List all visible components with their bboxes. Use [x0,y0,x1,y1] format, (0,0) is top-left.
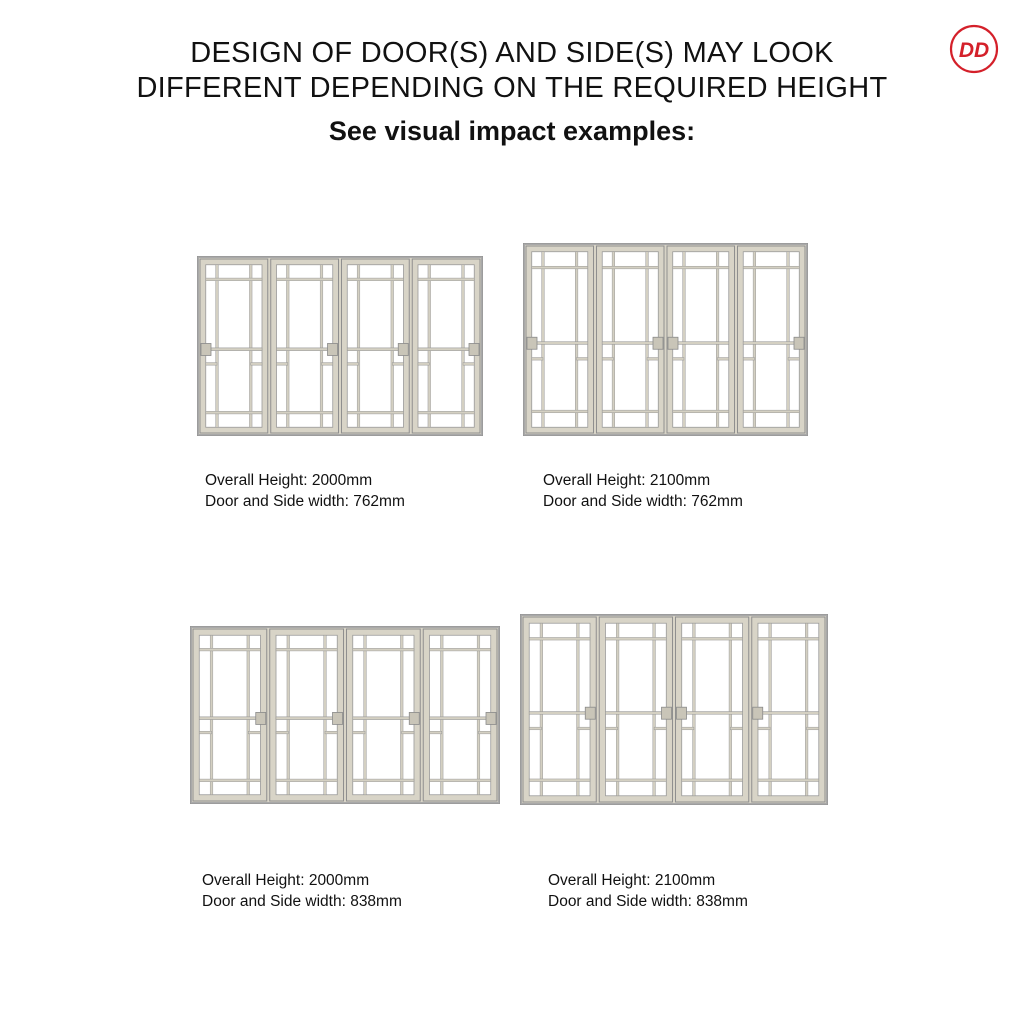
overall-height-label: Overall Height: 2000mm [202,872,370,889]
handle-icon [486,712,496,724]
short-glazing-bar [277,363,288,366]
glass-pane [430,635,491,794]
handle-icon [409,712,419,724]
left-door-panel [271,259,339,433]
short-glazing-bar [478,731,490,734]
vertical-glazing-bar [210,635,213,794]
vertical-glazing-bar [805,623,808,796]
vertical-glazing-bar [324,635,327,794]
mid-glazing-bar [206,348,262,351]
caption-2000-762 [205,470,405,512]
vertical-glazing-bar [542,252,545,428]
vertical-glazing-bar [428,265,431,427]
glass-pane [347,265,403,427]
heading-line-1: DESIGN OF DOOR(S) AND SIDE(S) MAY LOOK [190,37,834,69]
mid-glazing-bar [605,712,666,715]
vertical-glazing-bar [540,623,543,796]
horizontal-glazing-bar [199,648,260,651]
handle-icon [653,337,663,349]
mid-glazing-bar [673,342,729,345]
handle-icon [662,707,672,719]
handle-icon [677,707,687,719]
door-set-2100-838 [520,614,828,805]
mid-glazing-bar [602,342,658,345]
handle-icon [328,343,338,355]
handle-icon [469,343,479,355]
left-side-panel [523,617,596,802]
vertical-glazing-bar [391,265,394,427]
caption-2100-838 [548,870,748,912]
right-door-panel [342,259,410,433]
mid-glazing-bar [276,717,337,720]
mid-glazing-bar [682,712,743,715]
horizontal-glazing-bar [277,411,333,414]
glass-pane [276,635,337,794]
short-glazing-bar [392,363,403,366]
short-glazing-bar [532,358,543,361]
overall-height-label: Overall Height: 2100mm [548,872,716,889]
short-glazing-bar [730,727,742,730]
handle-icon [668,337,678,349]
horizontal-glazing-bar [529,637,590,640]
door-set-2000-762 [197,256,483,436]
horizontal-glazing-bar [418,278,474,281]
vertical-glazing-bar [616,623,619,796]
caption-2100-762 [543,470,743,512]
horizontal-glazing-bar [418,411,474,414]
horizontal-glazing-bar [206,278,262,281]
left-door-panel [270,629,344,801]
horizontal-glazing-bar [276,779,337,782]
short-glazing-bar [578,727,590,730]
horizontal-glazing-bar [682,637,743,640]
left-door-panel [599,617,672,802]
vertical-glazing-bar [577,623,580,796]
horizontal-glazing-bar [206,411,262,414]
horizontal-glazing-bar [532,266,588,269]
mid-glazing-bar [277,348,333,351]
short-glazing-bar [718,358,729,361]
glass-pane [602,252,658,428]
glass-pane [418,265,474,427]
door-side-width-label: Door and Side width: 762mm [543,493,743,510]
glass-pane [277,265,333,427]
short-glazing-bar [807,727,819,730]
short-glazing-bar [321,363,332,366]
short-glazing-bar [199,731,211,734]
door-side-width-label: Door and Side width: 838mm [202,893,402,910]
overall-height-label: Overall Height: 2000mm [205,472,373,489]
dd-logo-icon [949,24,999,74]
right-door-panel [676,617,749,802]
short-glazing-bar [463,363,474,366]
horizontal-glazing-bar [673,410,729,413]
right-side-panel [423,629,497,801]
vertical-glazing-bar [693,623,696,796]
horizontal-glazing-bar [605,637,666,640]
short-glazing-bar [276,731,288,734]
vertical-glazing-bar [400,635,403,794]
handle-icon [585,707,595,719]
handle-icon [398,343,408,355]
vertical-glazing-bar [357,265,360,427]
mid-glazing-bar [529,712,590,715]
vertical-glazing-bar [440,635,443,794]
horizontal-glazing-bar [605,779,666,782]
handle-icon [256,712,266,724]
short-glazing-bar [529,727,541,730]
short-glazing-bar [743,358,754,361]
short-glazing-bar [347,363,358,366]
vertical-glazing-bar [716,252,719,428]
horizontal-glazing-bar [353,648,414,651]
heading-line-2: DIFFERENT DEPENDING ON THE REQUIRED HEIGHT [136,72,888,104]
door-set-2000-838 [190,626,500,804]
glass-pane [605,623,666,796]
horizontal-glazing-bar [602,266,658,269]
handle-icon [753,707,763,719]
glass-pane [532,252,588,428]
horizontal-glazing-bar [529,779,590,782]
horizontal-glazing-bar [276,648,337,651]
vertical-glazing-bar [286,265,289,427]
horizontal-glazing-bar [602,410,658,413]
vertical-glazing-bar [787,252,790,428]
vertical-glazing-bar [646,252,649,428]
mid-glazing-bar [743,342,799,345]
glass-pane [199,635,260,794]
short-glazing-bar [673,358,684,361]
mid-glazing-bar [347,348,403,351]
short-glazing-bar [602,358,613,361]
door-side-width-label: Door and Side width: 838mm [548,893,748,910]
short-glazing-bar [577,358,588,361]
vertical-glazing-bar [612,252,615,428]
glass-pane [673,252,729,428]
horizontal-glazing-bar [743,410,799,413]
short-glazing-bar [402,731,414,734]
short-glazing-bar [206,363,217,366]
vertical-glazing-bar [247,635,250,794]
vertical-glazing-bar [769,623,772,796]
horizontal-glazing-bar [430,779,491,782]
horizontal-glazing-bar [353,779,414,782]
horizontal-glazing-bar [277,278,333,281]
short-glazing-bar [353,731,365,734]
horizontal-glazing-bar [199,779,260,782]
vertical-glazing-bar [462,265,465,427]
short-glazing-bar [248,731,260,734]
short-glazing-bar [682,727,694,730]
vertical-glazing-bar [683,252,686,428]
glass-pane [206,265,262,427]
vertical-glazing-bar [249,265,252,427]
right-side-panel [752,617,825,802]
logo-text: DD [958,39,990,62]
glass-pane [353,635,414,794]
vertical-glazing-bar [753,252,756,428]
left-side-panel [193,629,267,801]
horizontal-glazing-bar [430,648,491,651]
door-side-width-label: Door and Side width: 762mm [205,493,405,510]
short-glazing-bar [605,727,617,730]
vertical-glazing-bar [729,623,732,796]
horizontal-glazing-bar [532,410,588,413]
horizontal-glazing-bar [347,278,403,281]
horizontal-glazing-bar [743,266,799,269]
right-side-panel [412,259,480,433]
glass-pane [743,252,799,428]
short-glazing-bar [788,358,799,361]
right-door-panel [667,246,735,433]
horizontal-glazing-bar [758,637,819,640]
glass-pane [758,623,819,796]
short-glazing-bar [251,363,262,366]
left-side-panel [526,246,594,433]
vertical-glazing-bar [287,635,290,794]
handle-icon [333,712,343,724]
caption-2000-838 [202,870,402,912]
short-glazing-bar [654,727,666,730]
horizontal-glazing-bar [347,411,403,414]
mid-glazing-bar [758,712,819,715]
horizontal-glazing-bar [758,779,819,782]
mid-glazing-bar [418,348,474,351]
vertical-glazing-bar [364,635,367,794]
door-set-2100-762 [523,243,808,436]
handle-icon [201,343,211,355]
glass-pane [529,623,590,796]
mid-glazing-bar [353,717,414,720]
horizontal-glazing-bar [682,779,743,782]
short-glazing-bar [325,731,337,734]
right-side-panel [738,246,806,433]
handle-icon [794,337,804,349]
vertical-glazing-bar [575,252,578,428]
horizontal-glazing-bar [673,266,729,269]
vertical-glazing-bar [320,265,323,427]
short-glazing-bar [758,727,770,730]
short-glazing-bar [647,358,658,361]
vertical-glazing-bar [653,623,656,796]
left-door-panel [597,246,665,433]
glass-pane [682,623,743,796]
vertical-glazing-bar [477,635,480,794]
heading-subtitle: See visual impact examples: [328,116,696,146]
mid-glazing-bar [199,717,260,720]
overall-height-label: Overall Height: 2100mm [543,472,711,489]
vertical-glazing-bar [216,265,219,427]
mid-glazing-bar [532,342,588,345]
mid-glazing-bar [430,717,491,720]
left-side-panel [200,259,268,433]
right-door-panel [347,629,421,801]
short-glazing-bar [418,363,429,366]
short-glazing-bar [430,731,442,734]
handle-icon [527,337,537,349]
